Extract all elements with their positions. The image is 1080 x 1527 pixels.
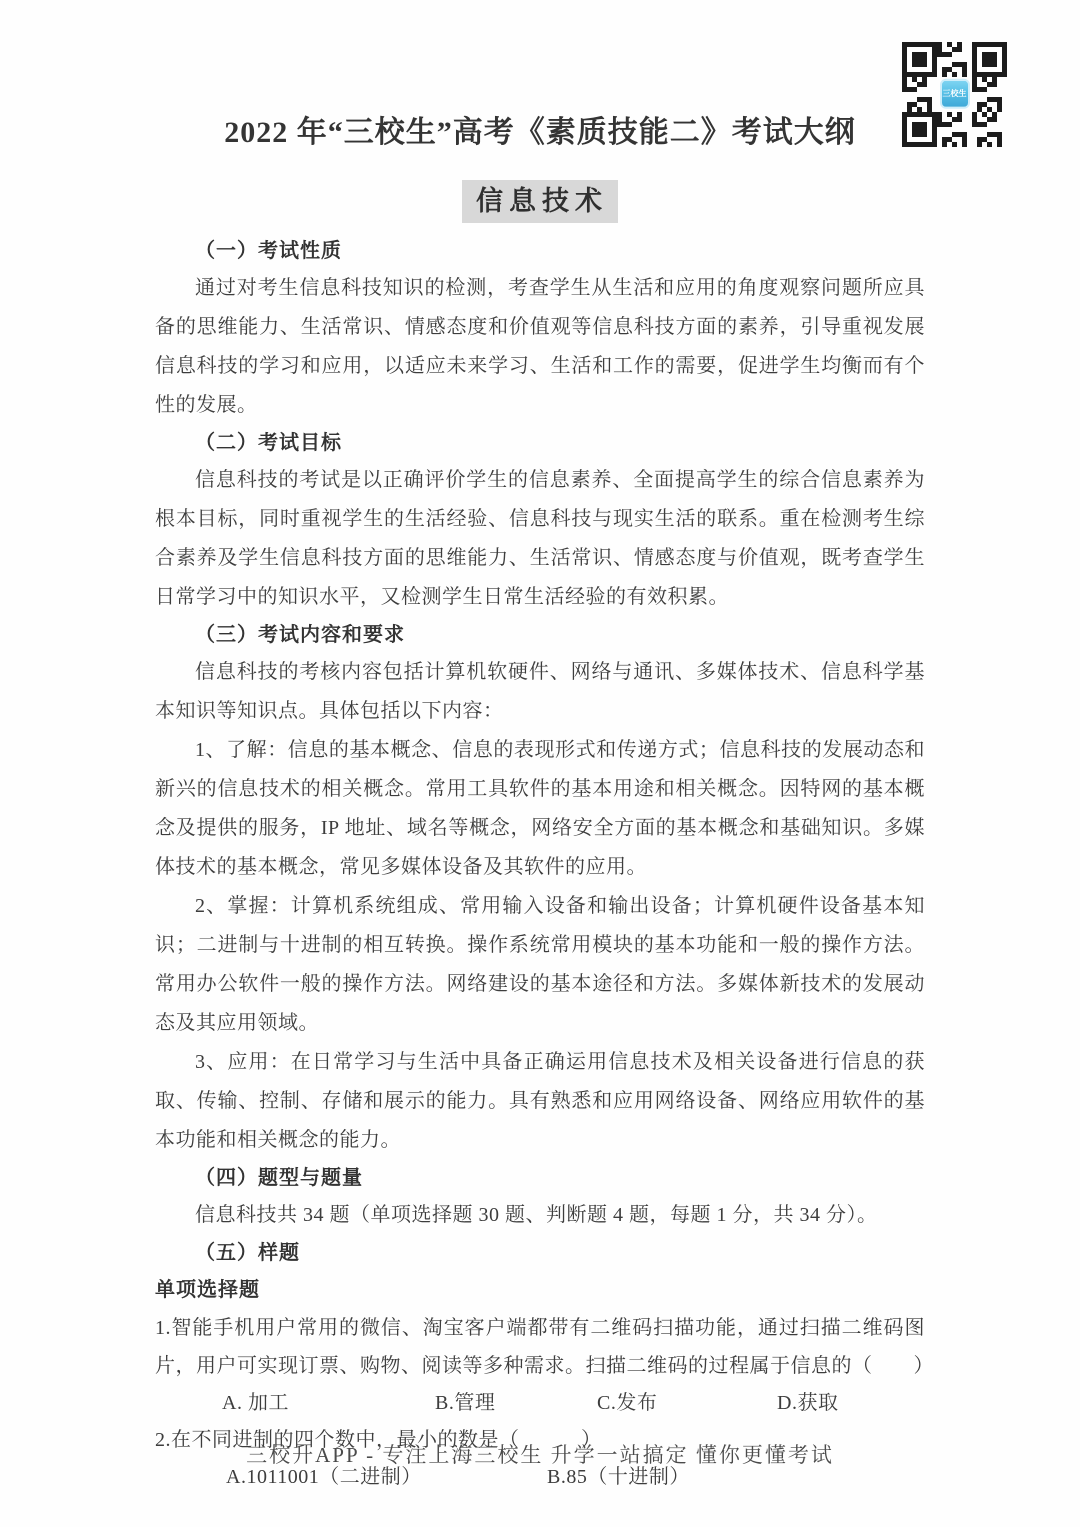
question-1-options bbox=[155, 1385, 925, 1421]
qr-logo-label: 三校生 bbox=[942, 88, 967, 98]
paragraph: 信息科技的考核内容包括计算机软硬件、网络与通讯、多媒体技术、信息科学基本知识等知识点。具体包括以下内容： bbox=[155, 661, 925, 722]
section-heading-1: （一）考试性质 bbox=[195, 240, 342, 262]
paragraph: 信息科技的考试是以正确评价学生的信息素养、全面提高学生的综合信息素养为根本目标，同时重视学生的生活经验、信息科技与现实生活的联系。重在检测考生综合素养及学生信息科技方面的思维能力、生活常识、情感态度与价值观，既考查学生日常学习中的知识水平，又检测学生日常生活经验的有效积累。 bbox=[155, 469, 925, 608]
document-body bbox=[155, 233, 934, 1495]
paragraph: 2、掌握：计算机系统组成、常用输入设备和输出设备；计算机硬件设备基本知识；二进制与十进制的相互转换。操作系统常用模块的基本功能和一般的操作方法。常用办公软件一般的操作方法。网络建设的基本途径和方法。多媒体新技术的发展动态及其应用领域。 bbox=[155, 895, 925, 1034]
subject-heading: 信息技术 bbox=[462, 180, 618, 223]
qr-logo-badge bbox=[940, 78, 970, 108]
paragraph: 通过对考生信息科技知识的检测，考查学生从生活和应用的角度观察问题所应具备的思维能力、生活常识、情感态度和价值观等信息科技方面的素养，引导重视发展信息科技的学习和应用，以适应未来学习、生活和工作的需要，促进学生均衡而有个性的发展。 bbox=[155, 277, 925, 416]
option-d: D.获取 bbox=[777, 1392, 839, 1414]
question-1-text: 1.智能手机用户常用的微信、淘宝客户端都带有二维码扫描功能，通过扫描二维码图片，用户可实现订票、购物、阅读等多种需求。扫描二维码的过程属于信息的（ ） bbox=[155, 1317, 934, 1377]
option-b: B.管理 bbox=[435, 1392, 496, 1414]
paragraph: 信息科技共 34 题（单项选择题 30 题、判断题 4 题，每题 1 分，共 34 分）。 bbox=[195, 1204, 878, 1226]
paragraph: 3、应用：在日常学习与生活中具备正确运用信息技术及相关设备进行信息的获取、传输、控制、存储和展示的能力。具有熟悉和应用网络设备、网络应用软件的基本功能和相关概念的能力。 bbox=[155, 1051, 925, 1151]
option-a: A.1011001（二进制） bbox=[226, 1466, 422, 1488]
sample-question-type-label: 单项选择题 bbox=[155, 1279, 260, 1301]
question-2-text: 2.在不同进制的四个数中，最小的数是（ ） bbox=[155, 1429, 602, 1451]
section-heading-4: （四）题型与题量 bbox=[195, 1167, 363, 1189]
page-title: 2022 年“三校生”高考《素质技能二》考试大纲 bbox=[224, 116, 856, 149]
option-a: A. 加工 bbox=[222, 1392, 289, 1414]
qr-code bbox=[902, 42, 1007, 147]
subject-row bbox=[155, 180, 925, 223]
footer-slogan: 三校升APP - 专注上海三校生 升学一站搞定 懂你更懂考试 bbox=[246, 1443, 834, 1467]
paragraph: 1、了解：信息的基本概念、信息的表现形式和传递方式；信息科技的发展动态和新兴的信息技术的相关概念。常用工具软件的基本用途和相关概念。因特网的基本概念及提供的服务，IP 地址、域名等概念，网络安全方面的基本概念和基础知识。多媒体技术的基本概念，常见多媒体设备及其软件的应用。 bbox=[155, 739, 925, 878]
option-b: B.85（十进制） bbox=[547, 1466, 690, 1488]
section-heading-3: （三）考试内容和要求 bbox=[195, 624, 405, 646]
section-heading-2: （二）考试目标 bbox=[195, 432, 342, 454]
section-heading-5: （五）样题 bbox=[195, 1242, 300, 1264]
option-c: C.发布 bbox=[597, 1392, 658, 1414]
